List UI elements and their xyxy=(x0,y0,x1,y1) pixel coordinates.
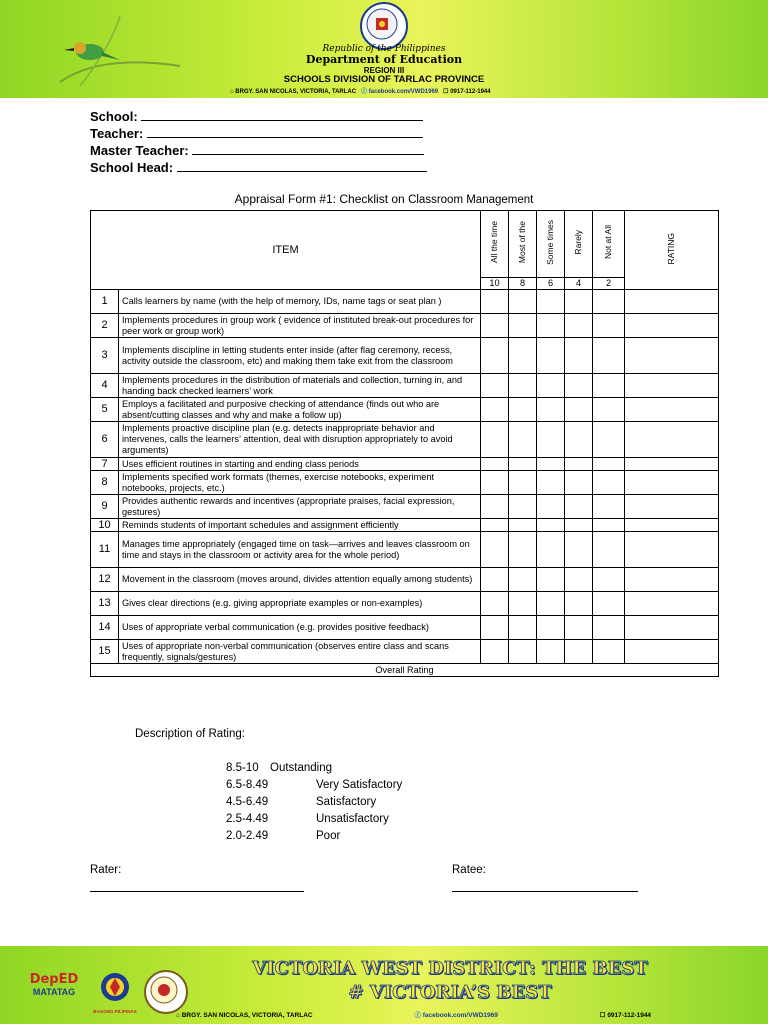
item-description: Uses of appropriate non-verbal communication (observes entire class and scans frequently, signals/gestures) xyxy=(119,640,481,664)
rating-checkbox-cell[interactable] xyxy=(537,374,565,398)
scale-label: Not at All xyxy=(603,225,613,260)
rating-checkbox-cell[interactable] xyxy=(481,422,509,458)
rating-checkbox-cell[interactable] xyxy=(509,519,537,532)
rating-level xyxy=(226,813,389,825)
rating-checkbox-cell[interactable] xyxy=(537,495,565,519)
rating-desc: Very Satisfactory xyxy=(316,779,403,791)
header-contact xyxy=(230,86,550,95)
rating-checkbox-cell[interactable] xyxy=(537,398,565,422)
table-row xyxy=(91,338,719,374)
bagong-pilipinas-logo: BAGONG PILIPINAS xyxy=(90,970,140,1016)
scale-value: 6 xyxy=(537,278,565,290)
item-description: Employs a facilitated and purposive checking of attendance (finds out who are absent/cutting classes and why and make a follow up) xyxy=(119,398,481,422)
header-address: BRGY. SAN NICOLAS, VICTORIA, TARLAC xyxy=(235,89,357,95)
deped-seal xyxy=(360,2,408,50)
table-row xyxy=(91,519,719,532)
rating-total-cell[interactable] xyxy=(625,290,719,314)
rating-checkbox-cell[interactable] xyxy=(481,495,509,519)
rating-checkbox-cell[interactable] xyxy=(593,592,625,616)
matatag-label: MATATAG xyxy=(32,987,76,997)
rating-checkbox-cell[interactable] xyxy=(481,290,509,314)
rating-checkbox-cell[interactable] xyxy=(509,471,537,495)
footer-hashtag: # VICTORIA’S BEST xyxy=(348,982,552,1003)
rating-checkbox-cell[interactable] xyxy=(509,290,537,314)
rating-checkbox-cell[interactable] xyxy=(481,374,509,398)
rating-checkbox-cell[interactable] xyxy=(593,532,625,568)
item-description: Movement in the classroom (moves around, divides attention equally among students) xyxy=(119,568,481,592)
rating-checkbox-cell[interactable] xyxy=(565,458,593,471)
rating-range: 6.5-8.49 xyxy=(226,779,269,791)
rating-checkbox-cell[interactable] xyxy=(537,338,565,374)
scale-header-cell xyxy=(509,211,537,278)
table-header-row xyxy=(91,211,719,278)
teacher-label: Teacher: xyxy=(90,126,144,141)
row-number: 12 xyxy=(91,568,119,592)
rating-total-cell[interactable] xyxy=(625,422,719,458)
item-description: Implements procedures in group work ( evidence of instituted break-out procedures for peer work or group work) xyxy=(119,314,481,338)
rating-checkbox-cell[interactable] xyxy=(481,616,509,640)
deped-logo: DepED MATATAG xyxy=(22,972,86,997)
rating-checkbox-cell[interactable] xyxy=(509,592,537,616)
rating-checkbox-cell[interactable] xyxy=(509,532,537,568)
header-department: Department of Education xyxy=(305,53,463,66)
table-row xyxy=(91,616,719,640)
row-number: 2 xyxy=(91,314,119,338)
table-row xyxy=(91,471,719,495)
school-field[interactable] xyxy=(90,108,423,124)
form-title xyxy=(0,192,768,206)
rating-desc: Poor xyxy=(316,830,341,842)
row-number: 9 xyxy=(91,495,119,519)
rating-range: 2.5-4.49 xyxy=(226,813,269,825)
rating-checkbox-cell[interactable] xyxy=(537,592,565,616)
rating-total-cell[interactable] xyxy=(625,374,719,398)
scale-value: 4 xyxy=(565,278,593,290)
row-number: 5 xyxy=(91,398,119,422)
rating-checkbox-cell[interactable] xyxy=(537,568,565,592)
rating-range: 4.5-6.49 xyxy=(226,796,269,808)
rating-desc: Unsatisfactory xyxy=(316,813,389,825)
rating-checkbox-cell[interactable] xyxy=(481,458,509,471)
row-number: 4 xyxy=(91,374,119,398)
scale-label: Rarely xyxy=(573,230,583,255)
rating-level xyxy=(226,779,402,791)
header-banner xyxy=(0,0,768,98)
ratee-signature-line[interactable] xyxy=(452,890,638,892)
scale-header-cell xyxy=(565,211,593,278)
row-number: 3 xyxy=(91,338,119,374)
table-row xyxy=(91,640,719,664)
item-description: Uses of appropriate verbal communication (e.g. provides positive feedback) xyxy=(119,616,481,640)
phone-icon: ☐ xyxy=(443,89,451,95)
rating-checkbox-cell[interactable] xyxy=(509,338,537,374)
header-region: REGION III xyxy=(363,66,405,75)
rating-checkbox-cell[interactable] xyxy=(537,422,565,458)
rating-checkbox-cell[interactable] xyxy=(565,495,593,519)
rating-total-cell[interactable] xyxy=(625,519,719,532)
master-teacher-input-line[interactable] xyxy=(192,142,424,155)
scale-header-cell xyxy=(481,211,509,278)
facebook-icon: ⓕ xyxy=(414,1012,423,1019)
rating-total-cell[interactable] xyxy=(625,640,719,664)
row-number: 11 xyxy=(91,532,119,568)
scale-label: Most of the xyxy=(517,221,527,264)
table-row xyxy=(91,532,719,568)
rating-total-cell[interactable] xyxy=(625,495,719,519)
rater-label: Rater: xyxy=(90,864,122,876)
rating-range: 8.5-10 xyxy=(226,762,259,774)
rating-checkbox-cell[interactable] xyxy=(565,616,593,640)
scale-header-cell xyxy=(537,211,565,278)
row-number: 14 xyxy=(91,616,119,640)
rating-checkbox-cell[interactable] xyxy=(565,471,593,495)
rating-checkbox-cell[interactable] xyxy=(593,568,625,592)
rating-checkbox-cell[interactable] xyxy=(565,290,593,314)
master-teacher-field[interactable] xyxy=(90,142,424,158)
rating-checkbox-cell[interactable] xyxy=(509,374,537,398)
rating-checkbox-cell[interactable] xyxy=(481,532,509,568)
header-division-line: SCHOOLS DIVISION OF TARLAC PROVINCE xyxy=(283,74,485,85)
rating-checkbox-cell[interactable] xyxy=(481,471,509,495)
rating-level xyxy=(226,762,332,774)
rating-checkbox-cell[interactable] xyxy=(509,398,537,422)
rating-checkbox-cell[interactable] xyxy=(481,314,509,338)
sun-icon xyxy=(90,970,140,1004)
scale-label: Some times xyxy=(545,220,555,265)
footer-address: BRGY. SAN NICOLAS, VICTORIA, TARLAC xyxy=(181,1012,313,1019)
form-title-main: Appraisal Form #1: Checklist on xyxy=(234,192,409,206)
item-header: ITEM xyxy=(91,211,481,290)
scale-value: 10 xyxy=(481,278,509,290)
rating-checkbox-cell[interactable] xyxy=(565,314,593,338)
rating-checkbox-cell[interactable] xyxy=(593,640,625,664)
rating-checkbox-cell[interactable] xyxy=(565,338,593,374)
table-row xyxy=(91,314,719,338)
rating-checkbox-cell[interactable] xyxy=(509,616,537,640)
rating-desc: Outstanding xyxy=(270,762,333,774)
school-input-line[interactable] xyxy=(141,108,423,121)
header-republic: Republic of the Philippines xyxy=(322,44,446,54)
rating-total-cell[interactable] xyxy=(625,398,719,422)
item-description: Implements proactive discipline plan (e.g. detects inappropriate behavior and intervenes, calls the learners’ attention, deal with disruption appropriately to avoid arguments) xyxy=(119,422,481,458)
rating-checkbox-cell[interactable] xyxy=(509,422,537,458)
rating-checkbox-cell[interactable] xyxy=(565,532,593,568)
row-number: 6 xyxy=(91,422,119,458)
rating-checkbox-cell[interactable] xyxy=(593,519,625,532)
table-row xyxy=(91,592,719,616)
rating-checkbox-cell[interactable] xyxy=(537,458,565,471)
rating-desc: Satisfactory xyxy=(316,796,377,808)
rating-checkbox-cell[interactable] xyxy=(481,398,509,422)
table-row xyxy=(91,458,719,471)
header-phone: 0917-112-1944 xyxy=(450,89,491,95)
row-number: 7 xyxy=(91,458,119,471)
footer-headline: VICTORIA WEST DISTRICT: THE BEST xyxy=(252,958,648,979)
rating-total-cell[interactable] xyxy=(625,458,719,471)
row-number: 15 xyxy=(91,640,119,664)
rating-checkbox-cell[interactable] xyxy=(593,290,625,314)
scale-value: 2 xyxy=(593,278,625,290)
rating-level xyxy=(226,830,340,842)
scale-value: 8 xyxy=(509,278,537,290)
rating-total-cell[interactable] xyxy=(625,338,719,374)
item-description: Gives clear directions (e.g. giving appropriate examples or non-examples) xyxy=(119,592,481,616)
rating-checkbox-cell[interactable] xyxy=(565,519,593,532)
table-row xyxy=(91,495,719,519)
overall-rating-label: Overall Rating xyxy=(91,664,719,677)
rating-checkbox-cell[interactable] xyxy=(565,422,593,458)
rating-total-cell[interactable] xyxy=(625,532,719,568)
rating-checkbox-cell[interactable] xyxy=(593,471,625,495)
rating-total-cell[interactable] xyxy=(625,568,719,592)
item-description: Calls learners by name (with the help of memory, IDs, name tags or seat plan ) xyxy=(119,290,481,314)
rating-checkbox-cell[interactable] xyxy=(509,568,537,592)
facebook-icon: ⓕ xyxy=(361,89,369,95)
rating-total-cell[interactable] xyxy=(625,314,719,338)
table-row xyxy=(91,568,719,592)
table-row xyxy=(91,422,719,458)
header-facebook: facebook.com/VWD1969 xyxy=(368,89,439,95)
table-row xyxy=(91,374,719,398)
rating-total-cell[interactable] xyxy=(625,616,719,640)
rating-checkbox-cell[interactable] xyxy=(509,495,537,519)
rating-checkbox-cell[interactable] xyxy=(565,592,593,616)
rating-checkbox-cell[interactable] xyxy=(593,616,625,640)
rating-header: RATING xyxy=(625,211,719,290)
item-description: Uses efficient routines in starting and ending class periods xyxy=(119,458,481,471)
checklist-table xyxy=(90,210,719,677)
rating-checkbox-cell[interactable] xyxy=(593,338,625,374)
item-description: Implements procedures in the distribution of materials and collection, turning in, and handing back checked learners’ work xyxy=(119,374,481,398)
rating-checkbox-cell[interactable] xyxy=(565,568,593,592)
description-title: Description of Rating: xyxy=(135,728,245,740)
rating-checkbox-cell[interactable] xyxy=(593,422,625,458)
table-row xyxy=(91,290,719,314)
footer-facebook: facebook.com/VWD1969 xyxy=(422,1012,498,1019)
rating-checkbox-cell[interactable] xyxy=(537,616,565,640)
item-description: Manages time appropriately (engaged time on task—arrives and leaves classroom on time and stays in the classroom or activity area for the whole period) xyxy=(119,532,481,568)
rater-signature-line[interactable] xyxy=(90,890,304,892)
scale-label: All the time xyxy=(489,221,499,264)
rating-checkbox-cell[interactable] xyxy=(481,519,509,532)
school-head-field[interactable] xyxy=(90,159,427,175)
form-title-sub: Classroom Management xyxy=(408,194,534,206)
row-number: 8 xyxy=(91,471,119,495)
rating-checkbox-cell[interactable] xyxy=(509,314,537,338)
district-seal xyxy=(144,970,188,1014)
row-number: 13 xyxy=(91,592,119,616)
footer-contact xyxy=(176,1010,766,1019)
item-description: Implements discipline in letting students enter inside (after flag ceremony, recess, activity outside the classroom, etc) and making them take exit from the classroom xyxy=(119,338,481,374)
rating-checkbox-cell[interactable] xyxy=(593,458,625,471)
item-description: Provides authentic rewards and incentives (appropriate praises, facial expression, gestures) xyxy=(119,495,481,519)
rating-total-cell[interactable] xyxy=(625,592,719,616)
rating-checkbox-cell[interactable] xyxy=(509,640,537,664)
rating-checkbox-cell[interactable] xyxy=(537,471,565,495)
rating-level xyxy=(226,796,376,808)
item-description: Reminds students of important schedules and assignment efficiently xyxy=(119,519,481,532)
rating-checkbox-cell[interactable] xyxy=(593,495,625,519)
rating-checkbox-cell[interactable] xyxy=(481,568,509,592)
rating-checkbox-cell[interactable] xyxy=(565,398,593,422)
rating-checkbox-cell[interactable] xyxy=(565,640,593,664)
overall-rating-row xyxy=(91,664,719,677)
rating-checkbox-cell[interactable] xyxy=(537,519,565,532)
table-row xyxy=(91,398,719,422)
item-description: Implements specified work formats (themes, exercise notebooks, experiment notebooks, projects, etc.) xyxy=(119,471,481,495)
row-number: 1 xyxy=(91,290,119,314)
row-number: 10 xyxy=(91,519,119,532)
rating-checkbox-cell[interactable] xyxy=(593,314,625,338)
footer-banner xyxy=(0,946,768,1024)
rating-checkbox-cell[interactable] xyxy=(509,458,537,471)
rating-checkbox-cell[interactable] xyxy=(537,314,565,338)
school-label: School: xyxy=(90,109,138,124)
location-icon: ⌂ xyxy=(176,1012,182,1019)
rating-total-cell[interactable] xyxy=(625,471,719,495)
rating-checkbox-cell[interactable] xyxy=(481,592,509,616)
scale-header-cell xyxy=(593,211,625,278)
teacher-input-line[interactable] xyxy=(147,125,423,138)
rating-checkbox-cell[interactable] xyxy=(537,532,565,568)
teacher-field[interactable] xyxy=(90,125,423,141)
phone-icon: ☐ xyxy=(599,1012,608,1019)
rating-checkbox-cell[interactable] xyxy=(593,398,625,422)
rating-checkbox-cell[interactable] xyxy=(481,640,509,664)
rating-range: 2.0-2.49 xyxy=(226,830,269,842)
ratee-label: Ratee: xyxy=(452,864,486,876)
school-head-label: School Head: xyxy=(90,160,174,175)
rating-checkbox-cell[interactable] xyxy=(565,374,593,398)
footer-phone: 0917-112-1944 xyxy=(607,1012,652,1019)
location-icon: ⌂ xyxy=(230,89,236,95)
rating-checkbox-cell[interactable] xyxy=(593,374,625,398)
rating-checkbox-cell[interactable] xyxy=(481,338,509,374)
school-head-input-line[interactable] xyxy=(177,159,427,172)
rating-checkbox-cell[interactable] xyxy=(537,640,565,664)
checklist-rows xyxy=(91,290,719,664)
master-teacher-label: Master Teacher: xyxy=(90,143,189,158)
rating-checkbox-cell[interactable] xyxy=(537,290,565,314)
